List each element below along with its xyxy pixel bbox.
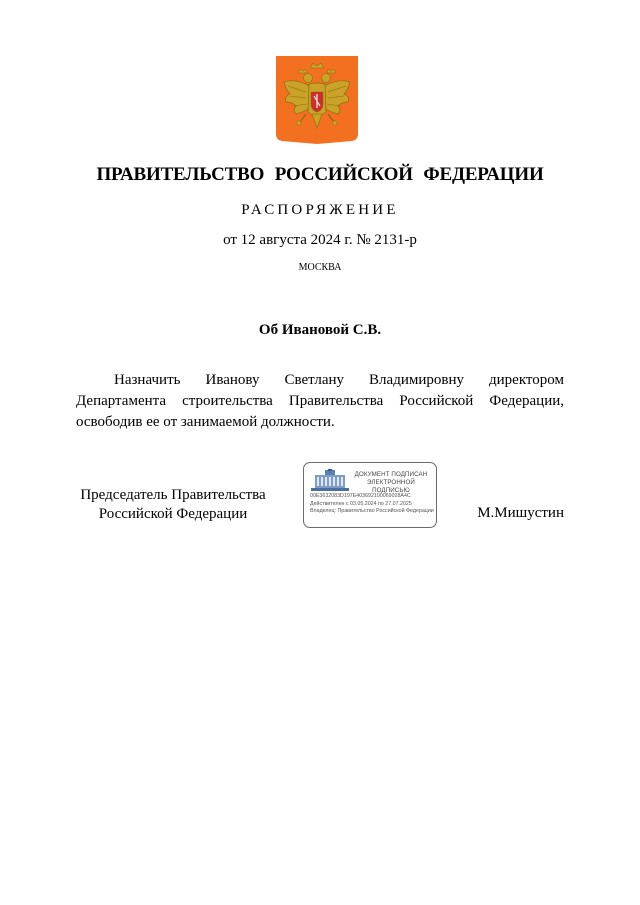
document-type: РАСПОРЯЖЕНИЕ xyxy=(241,202,399,218)
signer-name: М.Мишустин xyxy=(477,505,564,521)
electronic-signature-stamp xyxy=(303,462,437,528)
stamp-validity: Действителен с 03.05.2024 по 27.07.2025 xyxy=(310,501,412,507)
signer-role xyxy=(68,486,278,524)
document-date-number: от 12 августа 2024 г. № 2131-р xyxy=(223,232,417,248)
government-title: ПРАВИТЕЛЬСТВО РОССИЙСКОЙ ФЕДЕРАЦИИ xyxy=(96,164,544,185)
government-building-icon xyxy=(311,469,349,491)
signer-role-line-2: Российской Федерации xyxy=(98,506,248,522)
stamp-owner: Владелец: Правительство Российской Федерации xyxy=(310,508,434,514)
document-body: Назначить Иванову Светлану Владимировну директором Департамента строительства Правительства Российской Федерации, освободив ее от занимаемой должности. xyxy=(76,372,564,430)
stamp-title-line-1: ДОКУМЕНТ ПОДПИСАН xyxy=(354,471,428,478)
stamp-certificate-number: 00E3632083D197E403692100069028A4C xyxy=(310,493,411,499)
document-city: МОСКВА xyxy=(298,262,342,273)
stamp-title-line-2: ЭЛЕКТРОННОЙ ПОДПИСЬЮ xyxy=(367,479,415,494)
stamp-title xyxy=(348,471,434,495)
document-subject: Об Ивановой С.В. xyxy=(258,322,382,338)
signer-role-line-1: Председатель Правительства xyxy=(80,487,266,503)
russian-coat-of-arms-icon xyxy=(276,56,358,144)
